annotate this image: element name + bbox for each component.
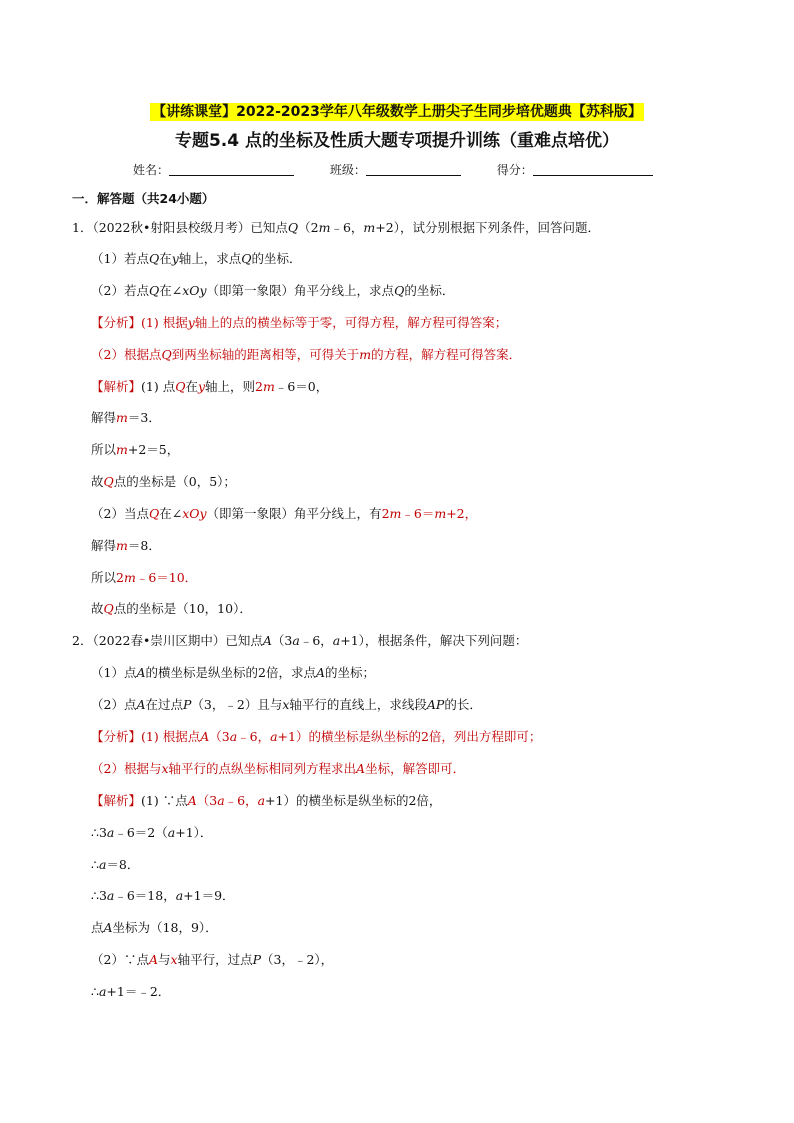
q1-solution-3: 所以m+2＝5， [91, 442, 180, 457]
section-heading: 一．解答题（共24小题） [72, 191, 215, 206]
score-blank [533, 162, 653, 176]
q1-solution-7: 所以2m﹣6＝10． [91, 570, 198, 585]
q2-part2: （2）点A在过点P（3，﹣2）且与x轴平行的直线上，求线段AP的长． [91, 697, 482, 712]
student-info-line [133, 162, 653, 178]
q2-solution-6: （2）∵点A与x轴平行，过点P（3，﹣2）， [91, 952, 334, 967]
q1-solution-8: 故Q点的坐标是（10，10）． [91, 601, 252, 616]
q2-stem: 2．（2022春•崇川区期中）已知点A（3a﹣6，a+1），根据条件，解决下列问题： [72, 633, 528, 648]
q2-solution-3: ∴a＝8． [91, 857, 140, 872]
class-label: 班级： [329, 163, 366, 177]
q1-solution-2: 解得m＝3． [91, 410, 161, 425]
q1-analysis-1: 【分析】(1) 根据y轴上的点的横坐标等于零，可得方程，解方程可得答案； [91, 315, 508, 330]
class-blank [366, 162, 461, 176]
series-banner: 【讲练课堂】2022-2023学年八年级数学上册尖子生同步培优题典【苏科版】 [152, 104, 642, 120]
q1-solution-4: 故Q点的坐标是（0，5）； [91, 474, 236, 489]
q1-part2: （2）若点Q在∠xOy（即第一象限）角平分线上，求点Q的坐标． [91, 283, 455, 298]
q2-part1: （1）点A的横坐标是纵坐标的2倍，求点A的坐标； [91, 665, 375, 680]
name-blank [169, 162, 294, 176]
q1-part1: （1）若点Q在y轴上，求点Q的坐标． [91, 251, 302, 266]
q2-solution-2: ∴3a﹣6＝2（a+1）． [91, 825, 213, 840]
q2-analysis-1: 【分析】(1) 根据点A（3a﹣6，a+1）的横坐标是纵坐标的2倍，列出方程即可； [91, 729, 542, 744]
q2-solution-7: ∴a+1＝﹣2． [91, 984, 171, 999]
q1-solution-5: （2）当点Q在∠xOy（即第一象限）角平分线上，有2m﹣6＝m+2， [91, 506, 478, 521]
score-label: 得分： [496, 163, 533, 177]
name-label: 姓名： [133, 163, 170, 177]
page-title: 专题5.4 点的坐标及性质大题专项提升训练（重难点培优） [174, 131, 620, 151]
q2-solution-5: 点A坐标为（18，9）． [91, 920, 218, 935]
q1-solution-6: 解得m＝8． [91, 538, 161, 553]
q2-solution-1: 【解析】(1) ∵点A（3a﹣6，a+1）的横坐标是纵坐标的2倍， [91, 793, 442, 808]
q1-solution-1: 【解析】(1) 点Q在y轴上，则2m﹣6＝0， [91, 379, 329, 394]
q1-stem: 1．（2022秋•射阳县校级月考）已知点Q（2m﹣6，m+2），试分别根据下列条件，回答问题． [72, 220, 600, 235]
q2-solution-4: ∴3a﹣6＝18，a+1＝9． [91, 888, 235, 903]
q1-analysis-2: （2）根据点Q到两坐标轴的距离相等，可得关于m的方程，解方程可得答案． [91, 347, 522, 362]
q2-analysis-2: （2）根据与x轴平行的点纵坐标相同列方程求出A坐标，解答即可． [91, 761, 466, 776]
